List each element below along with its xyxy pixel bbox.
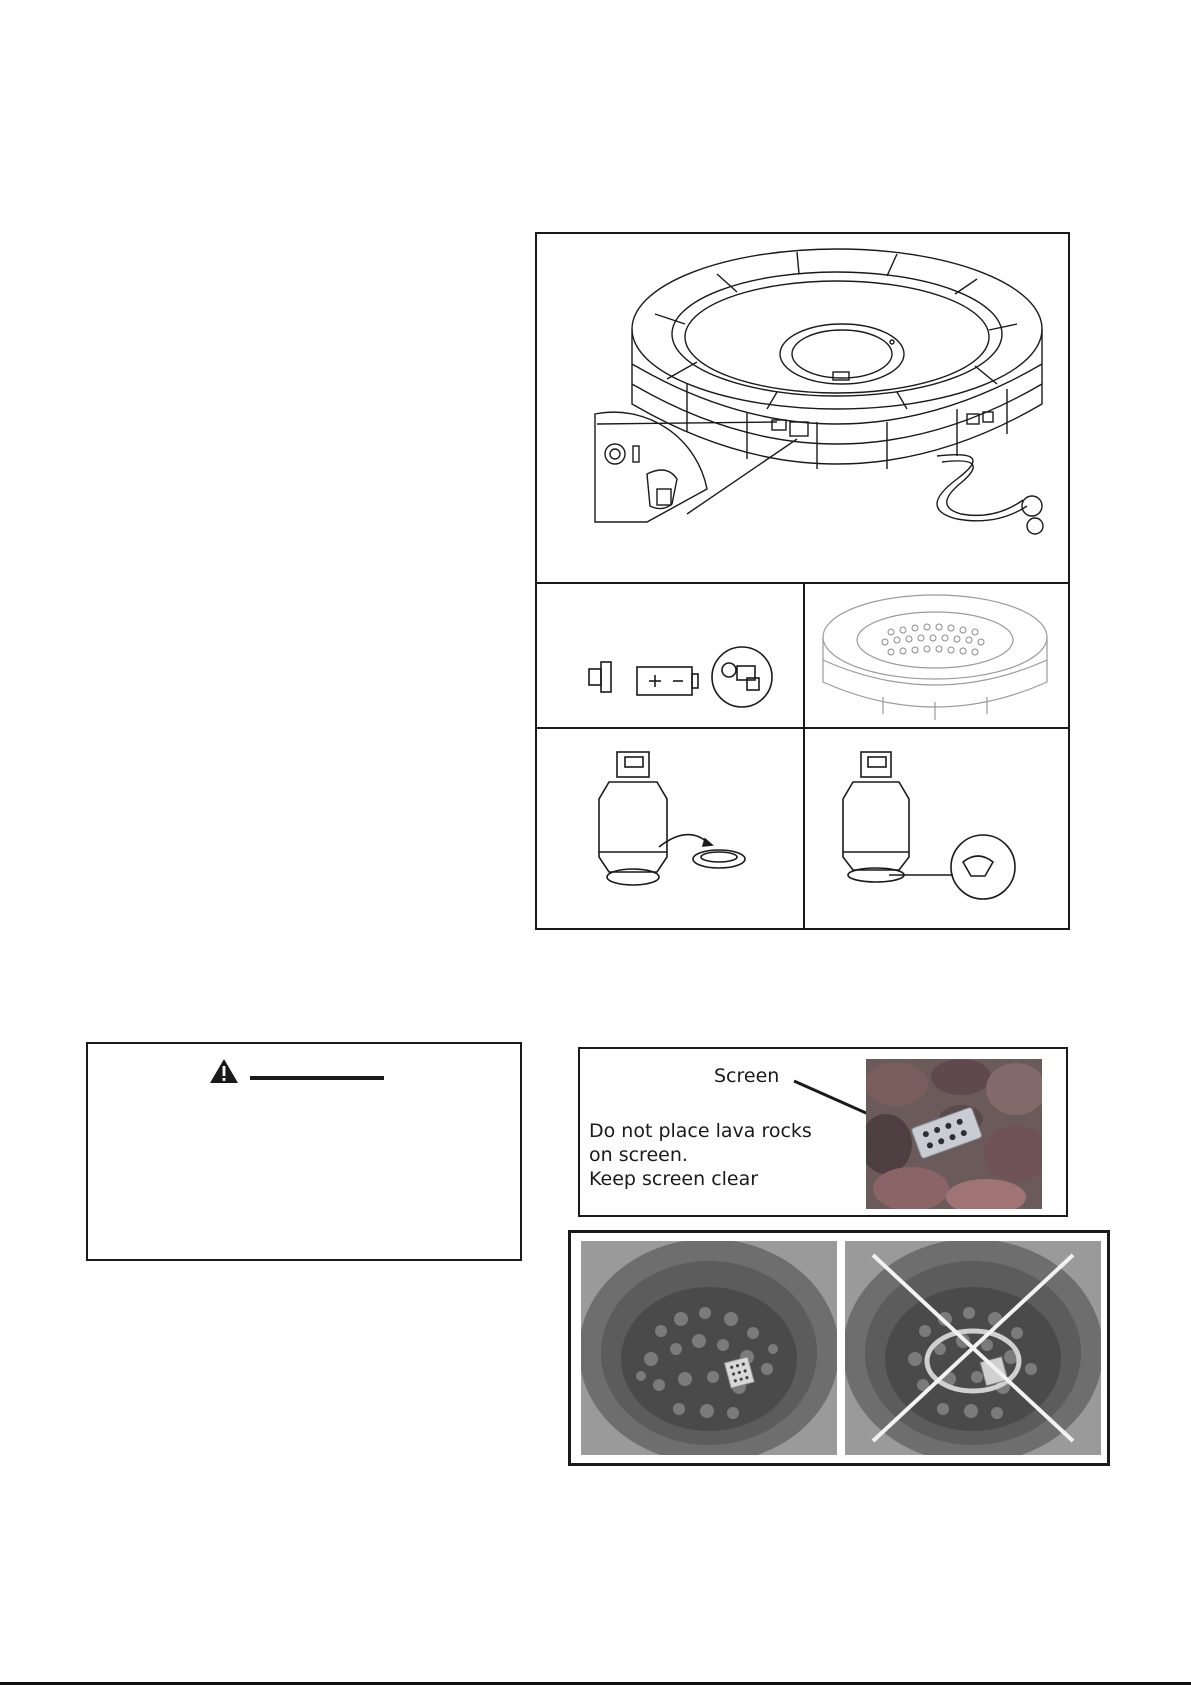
battery-install-figure <box>537 582 805 729</box>
screen-caption-line-1: Do not place lava rocks <box>589 1120 812 1142</box>
battery-drawing <box>537 582 801 725</box>
propane-tank-figure-left <box>537 727 805 928</box>
screen-caption-line-3: Keep screen clear <box>589 1168 759 1190</box>
incorrect-placement-photo <box>845 1241 1101 1455</box>
screen-callout-box <box>578 1047 1068 1217</box>
correct-placement-photo <box>581 1241 837 1455</box>
screen-caption-line-2: on screen. <box>589 1144 688 1166</box>
screen-label: Screen <box>714 1065 780 1087</box>
burner-lid-drawing <box>803 582 1068 725</box>
screen-caption <box>589 1119 812 1191</box>
warning-heading-rule <box>250 1076 384 1080</box>
propane-tank-figure-right <box>803 727 1068 928</box>
warning-box <box>86 1042 522 1261</box>
propane-tank-drawing-right <box>803 727 1068 928</box>
warning-triangle-icon <box>209 1058 239 1084</box>
propane-tank-drawing-left <box>537 727 801 928</box>
fire-pit-drawing <box>537 234 1068 580</box>
assembly-figure-grid <box>535 232 1070 930</box>
lava-rock-screen-photo <box>866 1059 1042 1209</box>
rock-placement-comparison <box>568 1230 1110 1466</box>
burner-lid-figure <box>803 582 1068 729</box>
fire-pit-overview-figure <box>537 234 1068 584</box>
